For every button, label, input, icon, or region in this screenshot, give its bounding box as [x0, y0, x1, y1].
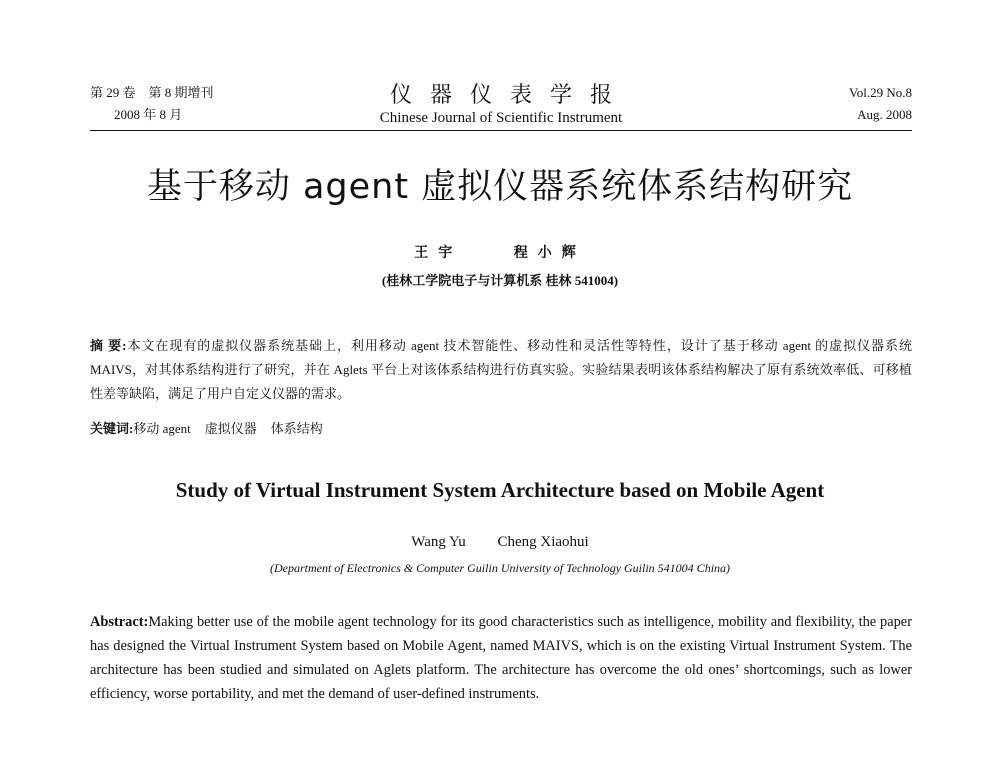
- abstract-text-cn: 本文在现有的虚拟仪器系统基础上，利用移动 agent 技术智能性、移动性和灵活性等特性，设计了基于移动 agent 的虚拟仪器系统 MAIVS，对其体系结构进行了研究，并在 Aglets 平台上对该体系结构进行仿真实验。实验结果表明该体系结构解决了原有系统效率低、可移植性差等缺陷，满足了用户自定义仪器的需求。: [90, 338, 912, 401]
- journal-header: [90, 82, 912, 130]
- abstract-en: [90, 610, 912, 706]
- journal-header-center: [90, 82, 912, 128]
- date-cn: 2008 年 8 月: [114, 107, 183, 122]
- keyword-cn-2: 虚拟仪器: [204, 421, 257, 436]
- keywords-label-cn: 关键词:: [90, 421, 134, 436]
- keyword-cn-3: 体系结构: [270, 421, 323, 436]
- volume-issue-cn: 第 29 卷 第 8 期增刊: [90, 85, 214, 100]
- paper-title-cn: 基于移动 agent 虚拟仪器系统体系结构研究: [146, 167, 854, 207]
- abstract-label-en: Abstract:: [90, 614, 149, 630]
- author-cn-2: 程小辉: [513, 246, 586, 261]
- abstract-cn: [90, 334, 912, 406]
- journal-name-en: Chinese Journal of Scientific Instrument: [379, 110, 623, 126]
- journal-name-cn: 仪器仪表学报: [389, 82, 630, 107]
- author-en-2: Cheng Xiaohui: [497, 534, 589, 550]
- paper-title-en: Study of Virtual Instrument System Architecture based on Mobile Agent: [175, 478, 825, 502]
- keyword-cn-1: 移动 agent: [133, 421, 191, 436]
- affiliation-en: (Department of Electronics & Computer Guilin University of Technology Guilin 541004 China): [269, 561, 731, 575]
- authors-cn: [0, 244, 1000, 264]
- authors-en: [0, 532, 1000, 552]
- abstract-text-en: Making better use of the mobile agent technology for its good characteristics such as intelligence, mobility and flexibility, the paper has designed the Virtual Instrument System based on Mobile Agent, named MAIVS, which is on the existing Virtual Instrument System. The architecture has been studied and simulated on Aglets platform. The architecture has overcome the old ones’ shortcomings, such as lower efficiency, worse portability, and met the demand of user-defined instruments.: [90, 614, 912, 702]
- keywords-cn: [90, 418, 912, 440]
- date-en: Aug. 2008: [857, 107, 912, 122]
- affiliation-cn: (桂林工学院电子与计算机系 桂林 541004): [381, 273, 619, 288]
- author-en-1: Wang Yu: [411, 534, 466, 550]
- author-cn-1: 王宇: [414, 246, 463, 261]
- header-rule: [90, 130, 912, 131]
- journal-header-right: [849, 82, 912, 126]
- volume-issue-en: Vol.29 No.8: [849, 85, 912, 100]
- abstract-label-cn: 摘 要:: [90, 338, 127, 353]
